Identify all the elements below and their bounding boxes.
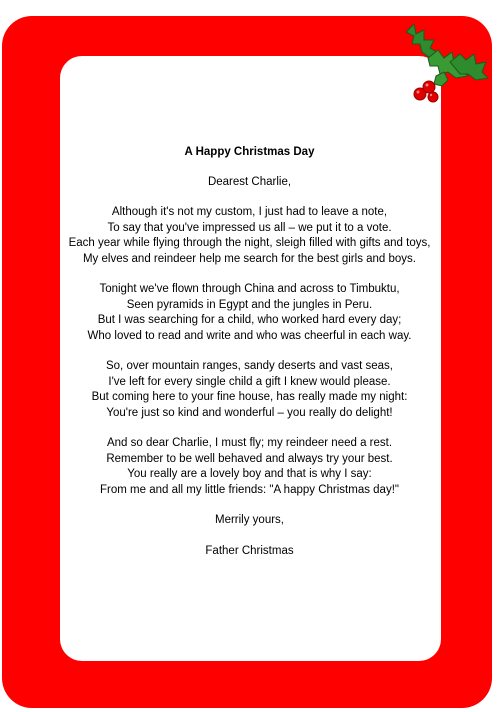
- letter-signature: Father Christmas: [205, 544, 294, 557]
- stanza-4: [0, 436, 499, 498]
- stanza-2: [0, 282, 499, 344]
- stanza-line: You're just so kind and wonderful – you really do delight!: [106, 406, 393, 419]
- letter-body: [0, 145, 499, 559]
- stanza-line: But I was searching for a child, who worked hard every day;: [97, 314, 402, 326]
- stanza-1: [0, 205, 499, 267]
- stanza-line: Each year while flying through the night, sleigh filled with gifts and toys,: [68, 237, 431, 249]
- stanza-line: To say that you've impressed us all – we put it to a vote.: [107, 221, 392, 234]
- stanza-line: Tonight we've flown through China and across to Timbuktu,: [99, 283, 400, 295]
- letter-title: A Happy Christmas Day: [184, 146, 315, 158]
- stanza-line: From me and all my little friends: "A happy Christmas day!": [100, 483, 399, 496]
- stanza-line: You really are a lovely boy and that is why I say:: [127, 468, 372, 480]
- stanza-line: My elves and reindeer help me search for the best girls and boys.: [82, 252, 417, 265]
- stanza-line: Although it's not my custom, I just had to leave a note,: [111, 206, 388, 218]
- stanza-line: Seen pyramids in Egypt and the jungles in Peru.: [126, 298, 373, 311]
- stanza-line: Remember to be well behaved and always try your best.: [106, 452, 393, 465]
- stanza-line: And so dear Charlie, I must fly; my reindeer need a rest.: [106, 437, 393, 449]
- letter-greeting: Dearest Charlie,: [207, 175, 292, 188]
- holly-icon: [400, 14, 492, 106]
- stanza-line: But coming here to your fine house, has really made my night:: [91, 391, 408, 403]
- stanza-3: [0, 359, 499, 421]
- stanza-line: I've left for every single child a gift I knew would please.: [108, 375, 391, 388]
- stanza-line: Who loved to read and write and who was cheerful in each way.: [87, 329, 412, 342]
- letter-closing: Merrily yours,: [214, 514, 284, 526]
- stanza-line: So, over mountain ranges, sandy deserts and vast seas,: [105, 360, 394, 372]
